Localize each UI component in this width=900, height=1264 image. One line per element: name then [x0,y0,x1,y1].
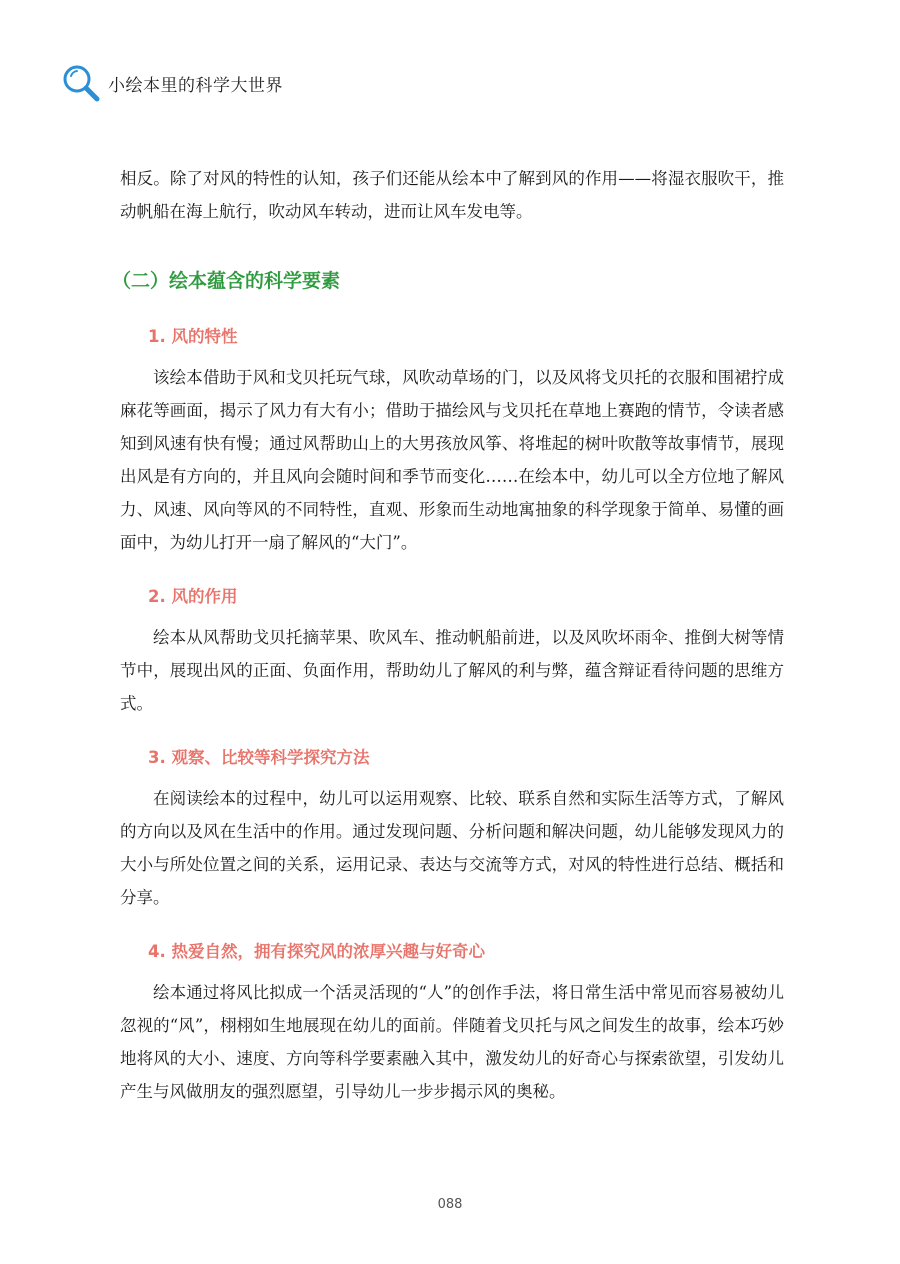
intro-paragraph: 相反。除了对风的特性的认知，孩子们还能从绘本中了解到风的作用——将湿衣服吹干，推动帆船在海上航行，吹动风车转动，进而让风车发电等。 [120,169,784,221]
magnifier-icon [60,62,102,104]
subsection-paragraph-3: 在阅读绘本的过程中，幼儿可以运用观察、比较、联系自然和实际生活等方式，了解风的方向以及风在生活中的作用。通过发现问题、分析问题和解决问题，幼儿能够发现风力的大小与所处位置之间的关系，运用记录、表达与交流等方式，对风的特性进行总结、概括和分享。 [120,789,784,907]
page-content [112,162,784,1108]
subsection-title-3: 3. 观察、比较等科学探究方法 [148,748,370,767]
subsection-title-4: 4. 热爱自然，拥有探究风的浓厚兴趣与好奇心 [148,942,485,961]
book-title: 小绘本里的科学大世界 [108,75,283,96]
subsection-title-2: 2. 风的作用 [148,587,238,606]
subsection-paragraph-1: 该绘本借助于风和戈贝托玩气球，风吹动草场的门，以及风将戈贝托的衣服和围裙拧成麻花等画面，揭示了风力有大有小；借助于描绘风与戈贝托在草地上赛跑的情节，令读者感知到风速有快有慢；通过风帮助山上的大男孩放风筝、将堆起的树叶吹散等故事情节，展现出风是有方向的，并且风向会随时间和季节而变化……在绘本中，幼儿可以全方位地了解风力、风速、风向等风的不同特性，直观、形象而生动地寓抽象的科学现象于简单、易懂的画面中，为幼儿打开一扇了解风的“大门”。 [120,368,784,552]
section-title: （二）绘本蕴含的科学要素 [112,270,341,292]
page-number: 088 [437,1197,463,1212]
subsection-paragraph-2: 绘本从风帮助戈贝托摘苹果、吹风车、推动帆船前进，以及风吹坏雨伞、推倒大树等情节中，展现出风的正面、负面作用，帮助幼儿了解风的利与弊，蕴含辩证看待问题的思维方式。 [120,628,784,713]
running-header [60,62,283,104]
subsection-title-1: 1. 风的特性 [148,327,238,346]
subsection-paragraph-4: 绘本通过将风比拟成一个活灵活现的“人”的创作手法，将日常生活中常见而容易被幼儿忽视的“风”，栩栩如生地展现在幼儿的面前。伴随着戈贝托与风之间发生的故事，绘本巧妙地将风的大小、速度、方向等科学要素融入其中，激发幼儿的好奇心与探索欲望，引发幼儿产生与风做朋友的强烈愿望，引导幼儿一步步揭示风的奥秘。 [120,983,784,1101]
